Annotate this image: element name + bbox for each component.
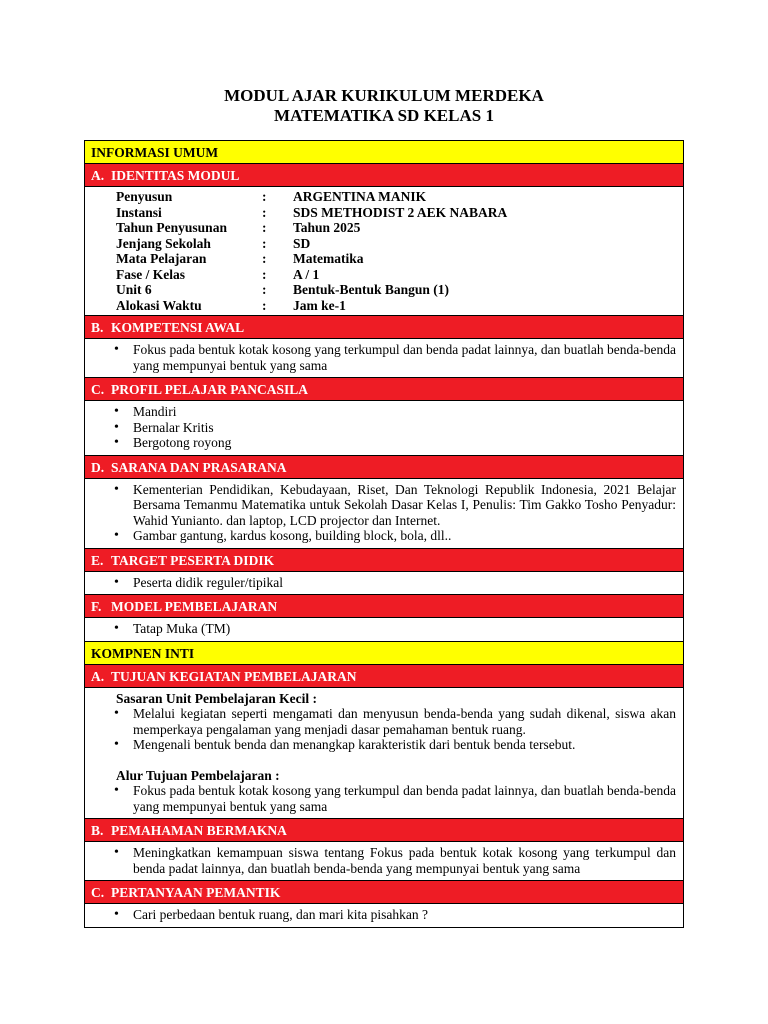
- ident-row-fase: [92, 267, 676, 283]
- sasaran-heading: Sasaran Unit Pembelajaran Kecil :: [116, 690, 317, 706]
- ident-colon: :: [262, 220, 267, 235]
- ident-colon: :: [262, 297, 267, 313]
- tujuan-kegiatan-header: [85, 665, 683, 688]
- list-item: • Bergotong royong: [92, 435, 676, 451]
- title-line-2: MATEMATIKA SD KELAS 1: [274, 106, 494, 125]
- ident-label: Tahun Penyusunan: [116, 220, 227, 235]
- document-title: [0, 86, 768, 126]
- ident-colon: :: [262, 266, 267, 282]
- section-letter: B.: [91, 320, 104, 335]
- section-letter: D.: [91, 459, 105, 475]
- ident-row-alokasi: [92, 298, 676, 314]
- identitas-modul-body: [85, 187, 683, 316]
- list-item: • Kementerian Pendidikan, Kebudayaan, Riset, Dan Teknologi Republik Indonesia, 2021 Belajar Bersama Temanmu Matematika untuk Sekolah Dasar Kelas I, Penulis: Tim Gakko Tosho Penyadur: Wahid Yunianto. dan laptop, LCD projector dan Internet.: [92, 482, 676, 529]
- target-peserta-body: [85, 572, 683, 596]
- ident-value: A / 1: [293, 266, 320, 282]
- section-title: SARANA DAN PRASARANA: [111, 459, 287, 475]
- ident-label: Unit 6: [116, 282, 152, 297]
- sarana-prasarana-header: [85, 456, 683, 479]
- target-peserta-header: [85, 549, 683, 572]
- list-item: • Meningkatkan kemampuan siswa tentang Fokus pada bentuk kotak kosong yang terkumpul dan benda padat lainnya, dan buatlah benda-benda yang mempunyai bentuk yang sama: [92, 845, 676, 876]
- spacer: [92, 753, 676, 768]
- ident-row-instansi: [92, 205, 676, 221]
- section-letter: A.: [91, 668, 105, 684]
- ident-row-penyusun: [92, 189, 676, 205]
- ident-label: Fase / Kelas: [116, 266, 185, 282]
- ident-label: Alokasi Waktu: [116, 297, 202, 313]
- informasi-umum-header: INFORMASI UMUM: [85, 141, 683, 164]
- ident-value: Jam ke-1: [293, 297, 346, 313]
- kompetensi-awal-header: [85, 316, 683, 339]
- ident-value: ARGENTINA MANIK: [293, 189, 427, 204]
- list-item: • Melalui kegiatan seperti mengamati dan menyusun benda-benda yang sudah dikenal, siswa akan memperkaya pengalaman yang menjadi dasar pemahaman bentuk ruang.: [92, 706, 676, 737]
- list-item: • Mandiri: [92, 404, 676, 420]
- ident-label: Instansi: [116, 204, 162, 220]
- ident-value: SDS METHODIST 2 AEK NABARA: [293, 204, 508, 220]
- list-item: • Fokus pada bentuk kotak kosong yang terkumpul dan benda padat lainnya, dan buatlah benda-benda yang mempunyai bentuk yang sama: [92, 783, 676, 814]
- section-title: TUJUAN KEGIATAN PEMBELAJARAN: [111, 668, 357, 684]
- list-item: • Fokus pada bentuk kotak kosong yang terkumpul dan benda padat lainnya, dan buatlah benda-benda yang mempunyai bentuk yang sama: [92, 342, 676, 373]
- list-item: • Peserta didik reguler/tipikal: [92, 575, 676, 591]
- ident-label: Penyusun: [116, 189, 173, 204]
- section-title: TARGET PESERTA DIDIK: [111, 552, 275, 568]
- list-item: • Cari perbedaan bentuk ruang, dan mari kita pisahkan ?: [92, 907, 676, 923]
- pertanyaan-pemantik-header: [85, 881, 683, 904]
- komponen-inti-header: KOMPNEN INTI: [85, 642, 683, 665]
- section-title: KOMPETENSI AWAL: [111, 320, 245, 335]
- list-item: • Gambar gantung, kardus kosong, building block, bola, dll..: [92, 528, 676, 544]
- identitas-modul-header: [85, 164, 683, 187]
- list-item: • Tatap Muka (TM): [92, 621, 676, 637]
- ident-colon: :: [262, 282, 267, 297]
- list-item: • Mengenali bentuk benda dan menangkap karakteristik dari bentuk benda tersebut.: [92, 737, 676, 753]
- section-letter: A.: [91, 168, 105, 183]
- ident-value: SD: [293, 235, 311, 251]
- ident-value: Tahun 2025: [293, 220, 361, 235]
- kompetensi-awal-body: [85, 339, 683, 378]
- list-item: • Bernalar Kritis: [92, 420, 676, 436]
- section-title: MODEL PEMBELAJARAN: [111, 599, 278, 614]
- ident-colon: :: [262, 189, 267, 204]
- ident-value: Matematika: [293, 251, 364, 266]
- model-pembelajaran-body: [85, 618, 683, 642]
- pemahaman-bermakna-header: [85, 819, 683, 842]
- model-pembelajaran-header: [85, 595, 683, 618]
- title-line-1: MODUL AJAR KURIKULUM MERDEKA: [224, 86, 544, 105]
- ident-colon: :: [262, 204, 267, 220]
- section-letter: F.: [91, 599, 102, 614]
- profil-pancasila-body: [85, 401, 683, 456]
- section-letter: E.: [91, 552, 104, 568]
- section-title: PERTANYAAN PEMANTIK: [111, 885, 281, 900]
- section-title: PROFIL PELAJAR PANCASILA: [111, 382, 309, 397]
- pemahaman-bermakna-body: [85, 842, 683, 881]
- profil-pancasila-header: [85, 378, 683, 401]
- section-title: PEMAHAMAN BERMAKNA: [111, 823, 287, 838]
- ident-row-tahun: [92, 220, 676, 236]
- ident-colon: :: [262, 251, 267, 266]
- alur-heading: Alur Tujuan Pembelajaran :: [116, 767, 280, 783]
- pertanyaan-pemantik-body: [85, 904, 683, 927]
- ident-row-unit: [92, 282, 676, 298]
- ident-label: Jenjang Sekolah: [116, 235, 211, 251]
- tujuan-kegiatan-body: [85, 688, 683, 820]
- ident-label: Mata Pelajaran: [116, 251, 207, 266]
- module-table: [84, 140, 684, 928]
- ident-row-jenjang: [92, 236, 676, 252]
- section-letter: C.: [91, 382, 105, 397]
- section-title: IDENTITAS MODUL: [111, 168, 240, 183]
- section-letter: B.: [91, 823, 104, 838]
- sarana-prasarana-body: [85, 479, 683, 549]
- section-letter: C.: [91, 885, 105, 900]
- ident-value: Bentuk-Bentuk Bangun (1): [293, 282, 450, 297]
- ident-colon: :: [262, 235, 267, 251]
- ident-row-mapel: [92, 251, 676, 267]
